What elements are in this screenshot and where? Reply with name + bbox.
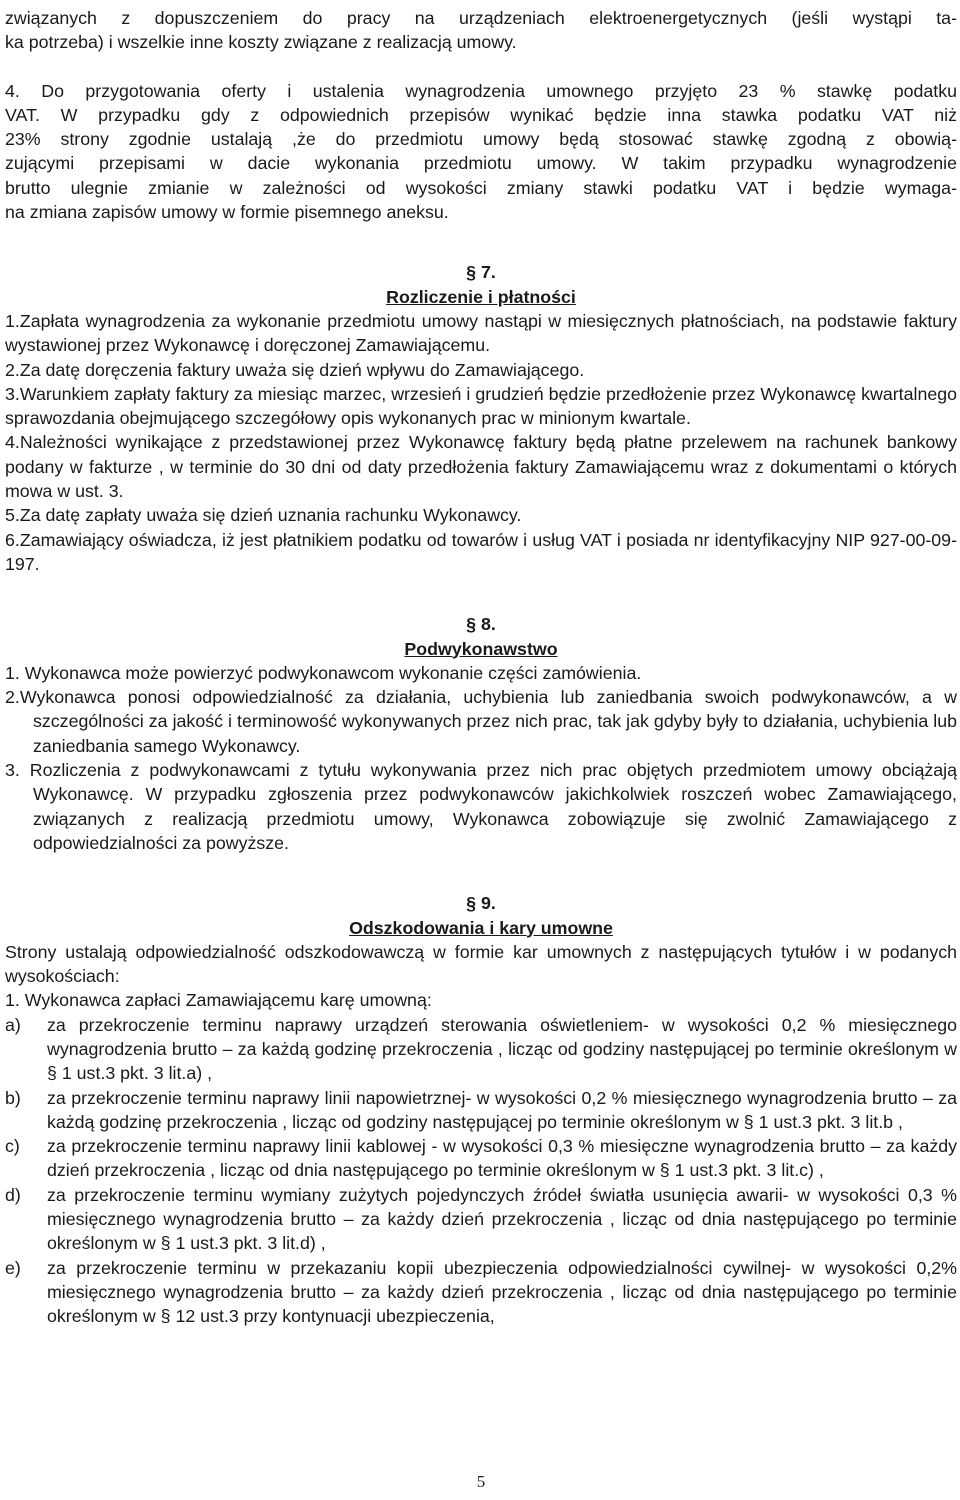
penalty-item-d bbox=[5, 1183, 957, 1256]
section-7-item-2: 2.Za datę doręczenia faktury uważa się dzień wpływu do Zamawiającego. bbox=[5, 359, 585, 380]
paragraph-4-line: na zmiana zapisów umowy w formie pisemnego aneksu. bbox=[5, 202, 449, 223]
section-8-title: Podwykonawstwo bbox=[404, 638, 558, 659]
penalty-item-e bbox=[5, 1256, 957, 1329]
list-marker: d) bbox=[5, 1184, 21, 1205]
section-8-item-2: 2.Wykonawca ponosi odpowiedzialność za działania, uchybienia lub zaniedbania swoich podwykonawców, a w szczególności za jakość i terminowość wykonywanych przez nich prac, tak jak gdyby były to działania, uchybienia lub zaniedbania samego Wykonawcy. bbox=[5, 687, 957, 756]
continuation-line-2: ka potrzeba) i wszelkie inne koszty związane z realizacją umowy. bbox=[5, 32, 517, 53]
continuation-line-1: związanych z dopuszczeniem do pracy na urządzeniach elektroenergetycznych (jeśli wystąpi ta- bbox=[5, 8, 957, 28]
section-9-item-1: 1. Wykonawca zapłaci Zamawiającemu karę umowną: bbox=[5, 990, 432, 1011]
paragraph-4-line: brutto ulegnie zmianie w zależności od wysokości zmiany stawki podatku VAT i będzie wymaga- bbox=[5, 177, 957, 198]
list-marker: b) bbox=[5, 1087, 21, 1108]
spacer bbox=[5, 855, 957, 891]
section-7-item-5: 5.Za datę zapłaty uważa się dzień uznania rachunku Wykonawcy. bbox=[5, 505, 522, 526]
section-7-title: Rozliczenie i płatności bbox=[386, 286, 576, 307]
section-9-title: Odszkodowania i kary umowne bbox=[349, 917, 613, 938]
penalty-item-a bbox=[5, 1013, 957, 1086]
list-marker: a) bbox=[5, 1014, 21, 1035]
list-item-text: za przekroczenie terminu w przekazaniu kopii ubezpieczenia odpowiedzialności cywilnej- w wysokości 0,2% miesięcznego wynagrodzenia brutto – za każdy dzień przekroczenia , licząc od dnia następującego po terminie określonym w § 12 ust.3 przy kontynuacji ubezpieczenia, bbox=[47, 1257, 957, 1327]
section-7-item-4: 4.Należności wynikające z przedstawionej przez Wykonawcę faktury będą płatne przelewem na rachunek bankowy podany w fakturze , w terminie do 30 dni od daty przedłożenia faktury Zamawiającemu wraz z dokumentami o których mowa w ust. 3. bbox=[5, 432, 957, 502]
list-item-text: za przekroczenie terminu naprawy linii napowietrznej- w wysokości 0,2 % miesięcznego wynagrodzenia brutto – za każdą godzinę przekroczenia , licząc od godziny następującej po terminie określonym w § 1 ust.3 pkt. 3 lit.b , bbox=[47, 1087, 957, 1132]
penalty-item-b bbox=[5, 1086, 957, 1135]
spacer bbox=[5, 576, 957, 612]
section-7-number: § 7. bbox=[466, 262, 496, 283]
section-7-item-6: 6.Zamawiający oświadcza, iż jest płatnikiem podatku od towarów i usług VAT i posiada nr identyfikacyjny NIP 927-00-09-197. bbox=[5, 529, 957, 574]
list-item-text: za przekroczenie terminu naprawy linii kablowej - w wysokości 0,3 % miesięczne wynagrodzenia brutto – za każdy dzień przekroczenia , licząc od dnia następującego po terminie określonym w § 1 ust.3 pkt. 3 lit.c) , bbox=[47, 1136, 957, 1181]
paragraph-4-line: VAT. W przypadku gdy z odpowiednich przepisów wynikać będzie inna stawka podatku VAT niż bbox=[5, 104, 957, 125]
section-8-number: § 8. bbox=[466, 614, 496, 635]
section-8-item-1: 1. Wykonawca może powierzyć podwykonawcom wykonanie części zamówienia. bbox=[5, 662, 642, 683]
list-item-text: za przekroczenie terminu naprawy urządzeń sterowania oświetleniem- w wysokości 0,2 % miesięcznego wynagrodzenia brutto – za każdą godzinę przekroczenia , licząc od godziny następującej po terminie określonym w § 1 ust.3 pkt. 3 lit.a) , bbox=[47, 1014, 957, 1084]
section-9-intro: Strony ustalają odpowiedzialność odszkodowawczą w formie kar umownych z następujących tytułów i w podanych wysokościach: bbox=[5, 941, 957, 987]
paragraph-4-line: 23% strony zgodnie ustalają ,że do przedmiotu umowy będą stosować stawkę zgodną z obowią- bbox=[5, 129, 957, 150]
document-page bbox=[5, 0, 957, 1500]
page-number: 5 bbox=[476, 1472, 486, 1491]
section-7-item-3: 3.Warunkiem zapłaty faktury za miesiąc marzec, wrzesień i grudzień będzie przedłożenie przez Wykonawcę kwartalnego sprawozdania obejmującego szczegółowy opis wykonanych prac w minionym kwartale. bbox=[5, 383, 957, 429]
paragraph-4-line: zującymi przepisami w dacie wykonania przedmiotu umowy. W takim przypadku wynagrodzenie bbox=[5, 153, 957, 174]
paragraph-4 bbox=[5, 79, 957, 225]
section-9-number: § 9. bbox=[466, 893, 496, 914]
section-7-item-1: 1.Zapłata wynagrodzenia za wykonanie przedmiotu umowy nastąpi w miesięcznych płatnościach, na podstawie faktury wystawionej przez Wykonawcę i doręczonej Zamawiającemu. bbox=[5, 310, 957, 356]
spacer bbox=[5, 55, 957, 79]
spacer bbox=[5, 224, 957, 260]
list-marker: e) bbox=[5, 1257, 21, 1278]
section-8-item-3: 3. Rozliczenia z podwykonawcami z tytułu wykonywania przez nich prac objętych przedmiotem umowy obciążają Wykonawcę. W przypadku zgłoszenia przez podwykonawców jakichkolwiek roszczeń wobec Zamawiającego, związanych z realizacją przedmiotu umowy, Wykonawca zobowiązuje się zwolnić Zamawiającego z odpowiedzialności za powyższe. bbox=[5, 760, 957, 853]
paragraph-4-line: 4. Do przygotowania oferty i ustalenia wynagrodzenia umownego przyjęto 23 % stawkę podatku bbox=[5, 80, 957, 101]
list-marker: c) bbox=[5, 1136, 20, 1157]
list-item-text: za przekroczenie terminu wymiany zużytych pojedynczych źródeł światła usunięcia awarii- w wysokości 0,3 % miesięcznego wynagrodzenia brutto – za każdy dzień przekroczenia , licząc od dnia następującego po terminie określonym w § 1 ust.3 pkt. 3 lit.d) , bbox=[47, 1184, 957, 1254]
penalty-item-c bbox=[5, 1134, 957, 1183]
